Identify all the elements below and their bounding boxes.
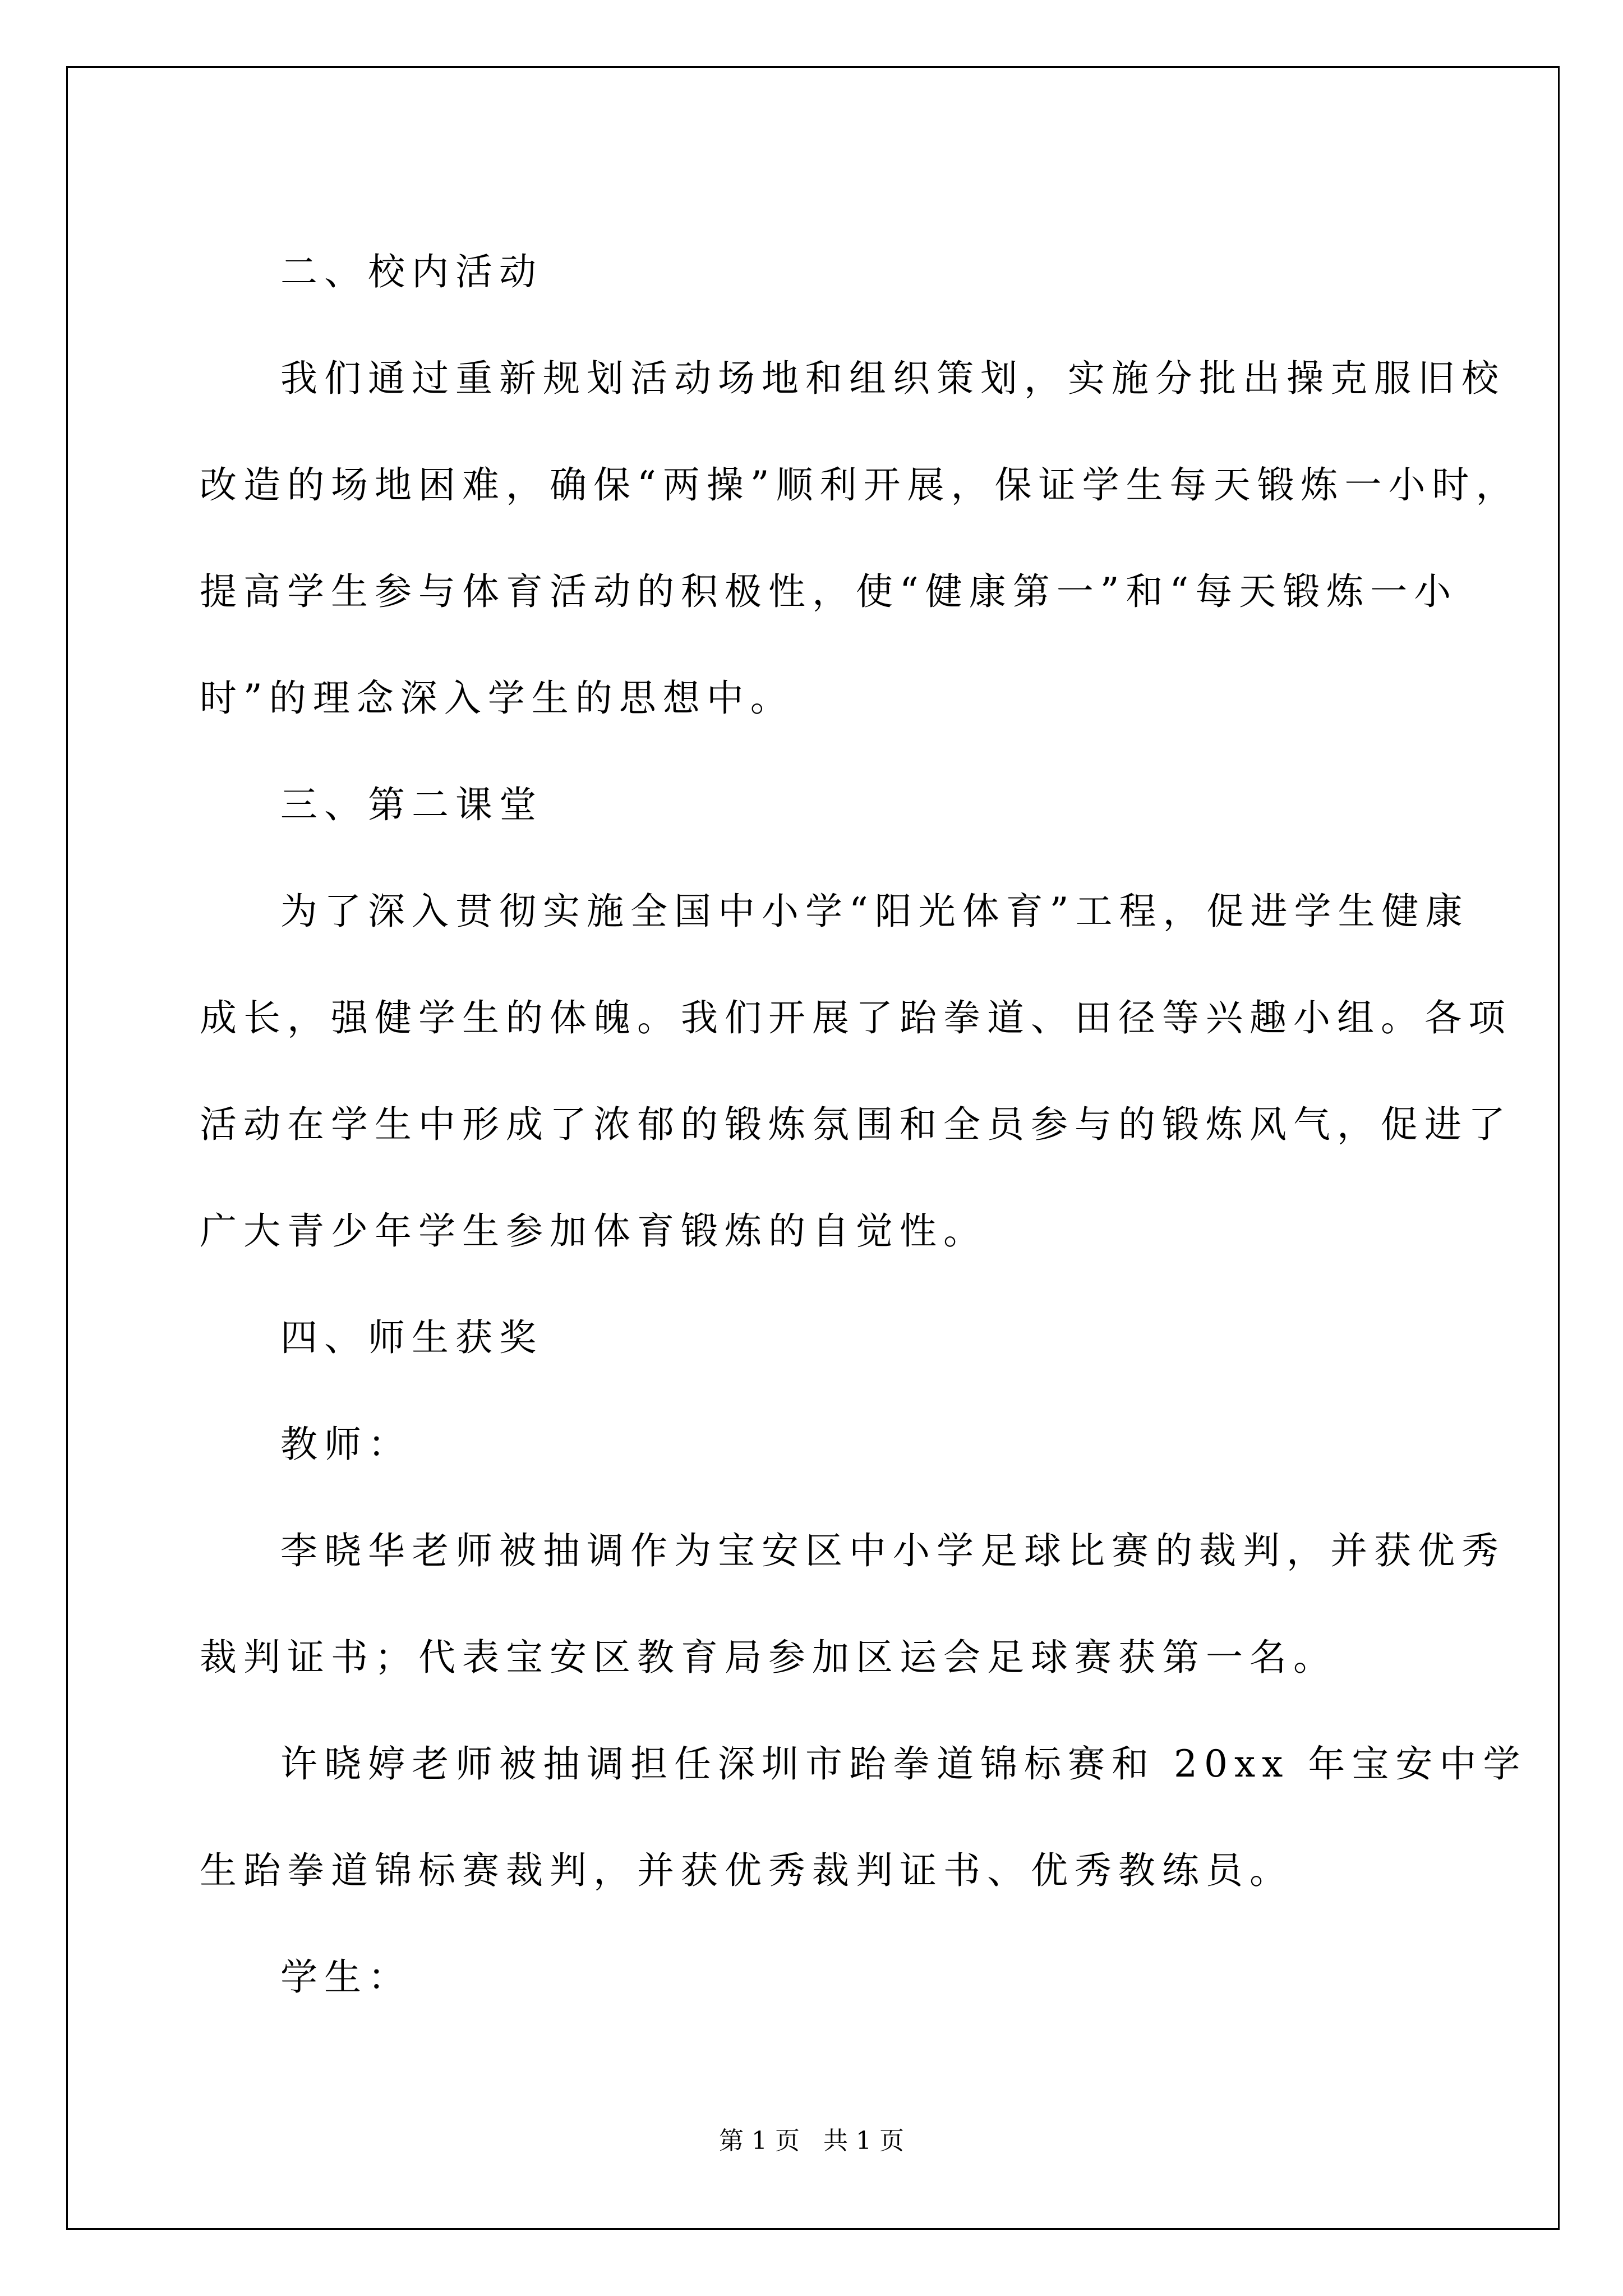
paragraph-line: 活动在学生中形成了浓郁的锻炼氛围和全员参与的锻炼风气，促进了 (200, 1103, 1512, 1146)
page-number-footer: 第 1 页 共 1 页 (719, 2127, 904, 2155)
label-students (200, 1924, 1456, 2031)
paragraph-line: 广大青少年学生参加体育锻炼的自觉性。 (200, 1209, 987, 1253)
paragraph-line: 许晓婷老师被抽调担任深圳市跆拳道锦标赛和 20xx 年宝安中学 (280, 1742, 1527, 1786)
label-teachers (200, 1391, 1456, 1498)
paragraph-line: 为了深入贯彻实施全国中小学“阳光体育”工程，促进学生健康 (280, 890, 1469, 933)
paragraph-line: 生跆拳道锦标赛裁判，并获优秀裁判证书、优秀教练员。 (200, 1849, 1293, 1892)
section-heading-awards (200, 1285, 1456, 1391)
paragraph-line: 提高学生参与体育活动的积极性，使“健康第一”和“每天锻炼一小 (200, 570, 1458, 613)
label-text: 教师： (280, 1423, 412, 1466)
paragraph-line: 李晓华老师被抽调作为宝安区中小学足球比赛的裁判，并获优秀 (280, 1529, 1505, 1572)
paragraph-line: 裁判证书；代表宝安区教育局参加区运会足球赛获第一名。 (200, 1636, 1337, 1679)
paragraph-line: 改造的场地困难，确保“两操”顺利开展，保证学生每天锻炼一小时， (200, 463, 1520, 507)
paragraph-line: 我们通过重新规划活动场地和组织策划，实施分批出操克服旧校 (280, 357, 1505, 400)
heading-text: 四、师生获奖 (280, 1316, 543, 1359)
heading-text: 三、第二课堂 (280, 783, 543, 826)
paragraph-campus-activities (200, 325, 1520, 752)
section-heading-second-classroom (200, 752, 1456, 858)
paragraph-line: 成长，强健学生的体魄。我们开展了跆拳道、田径等兴趣小组。各项 (200, 996, 1512, 1039)
heading-text: 二、校内活动 (280, 250, 543, 293)
section-heading-campus-activities (200, 219, 1456, 325)
paragraph-teacher-xu (200, 1711, 1527, 1924)
paragraph-teacher-li (200, 1498, 1505, 1711)
paragraph-second-classroom (200, 858, 1512, 1285)
paragraph-line: 时”的理念深入学生的思想中。 (200, 677, 794, 720)
label-text: 学生： (280, 1955, 412, 1999)
